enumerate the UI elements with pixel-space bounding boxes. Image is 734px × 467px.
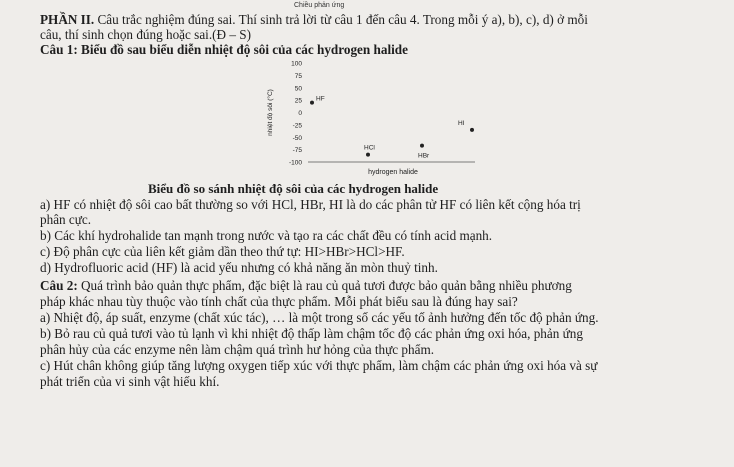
y-tick-label: -75 [292, 147, 302, 155]
boiling-point-chart [250, 58, 480, 178]
data-point-hbr [420, 144, 424, 148]
part-title: PHẦN II. [40, 12, 95, 27]
data-label-hcl: HCl [364, 144, 375, 152]
intro-text: Câu trắc nghiệm đúng sai. Thí sinh trả lời từ câu 1 đến câu 4. Trong mỗi ý a), b), c), d) ở mỗi [94, 12, 588, 27]
q2-option-c-line1: c) Hút chân không giúp tăng lượng oxygen tiếp xúc với thực phẩm, làm chậm các phản ứng oxi hóa và sự [40, 358, 598, 373]
q2-text-line1: Quá trình bảo quản thực phẩm, đặc biệt là rau củ quả tươi được bảo quản bằng nhiều phương [77, 278, 572, 293]
q2-option-a: a) Nhiệt độ, áp suất, enzyme (chất xúc tác), … là một trong số các yếu tố ảnh hưởng đến tốc độ phản ứng. [40, 310, 599, 325]
intro-line-1 [40, 12, 588, 27]
y-axis-label: nhiệt độ sôi (°C) [267, 89, 274, 136]
q1-option-d: d) Hydrofluoric acid (HF) là acid yếu nhưng có khả năng ăn mòn thuỷ tinh. [40, 260, 438, 275]
data-point-hi [470, 128, 474, 132]
y-tick-label: 25 [294, 97, 302, 105]
top-label: Chiều phản ứng [294, 2, 345, 9]
y-tick-label: 0 [298, 110, 302, 117]
data-label-hi: HI [458, 119, 465, 127]
q2-option-c-line2: phát triển của vi sinh vật hiếu khí. [40, 374, 220, 389]
y-tick-label: -25 [292, 122, 302, 130]
q1-option-a-line2: phân cực. [40, 212, 92, 227]
q2-label: Câu 2: [40, 278, 78, 293]
y-tick-label: 75 [294, 72, 302, 80]
y-tick-label: 50 [294, 85, 302, 93]
intro-line-2: câu, thí sinh chọn đúng hoặc sai.(Đ – S) [40, 27, 251, 42]
data-label-hf: HF [316, 95, 325, 103]
q2-option-b-line2: phân hủy của các enzyme nên làm chậm quá trình hư hỏng của thực phẩm. [40, 342, 435, 357]
y-tick-label: 100 [291, 60, 302, 68]
question-2-line2: pháp khác nhau tùy thuộc vào tính chất của thực phẩm. Mỗi phát biểu sau là đúng hay sai? [40, 294, 518, 309]
question-2-line1 [40, 278, 572, 293]
question-1-heading [40, 42, 408, 57]
y-tick-label: -50 [292, 134, 302, 142]
q1-text: Biểu đồ sau biểu diễn nhiệt độ sôi của các hydrogen halide [77, 42, 408, 57]
x-axis-label: hydrogen halide [368, 169, 418, 176]
data-point-hcl [366, 153, 370, 157]
q1-option-b: b) Các khí hydrohalide tan mạnh trong nước và tạo ra các chất đều có tính acid mạnh. [40, 228, 493, 243]
data-point-hf [310, 101, 314, 105]
q1-option-c: c) Độ phân cực của liên kết giảm dần theo thứ tự: HI>HBr>HCl>HF. [40, 244, 405, 259]
q1-label: Câu 1: [40, 42, 78, 57]
data-label-hbr: HBr [418, 152, 430, 160]
q2-option-b-line1: b) Bỏ rau củ quả tươi vào tủ lạnh vì khi nhiệt độ thấp làm chậm tốc độ các phản ứng oxi hóa, phản ứng [40, 326, 583, 341]
chart-caption: Biểu đồ so sánh nhiệt độ sôi của các hydrogen halide [148, 181, 439, 196]
q1-option-a-line1: a) HF có nhiệt độ sôi cao bất thường so với HCl, HBr, HI là do các phân tử HF có liên kết cộng hóa trị [40, 197, 581, 212]
y-tick-label: -100 [288, 159, 302, 167]
